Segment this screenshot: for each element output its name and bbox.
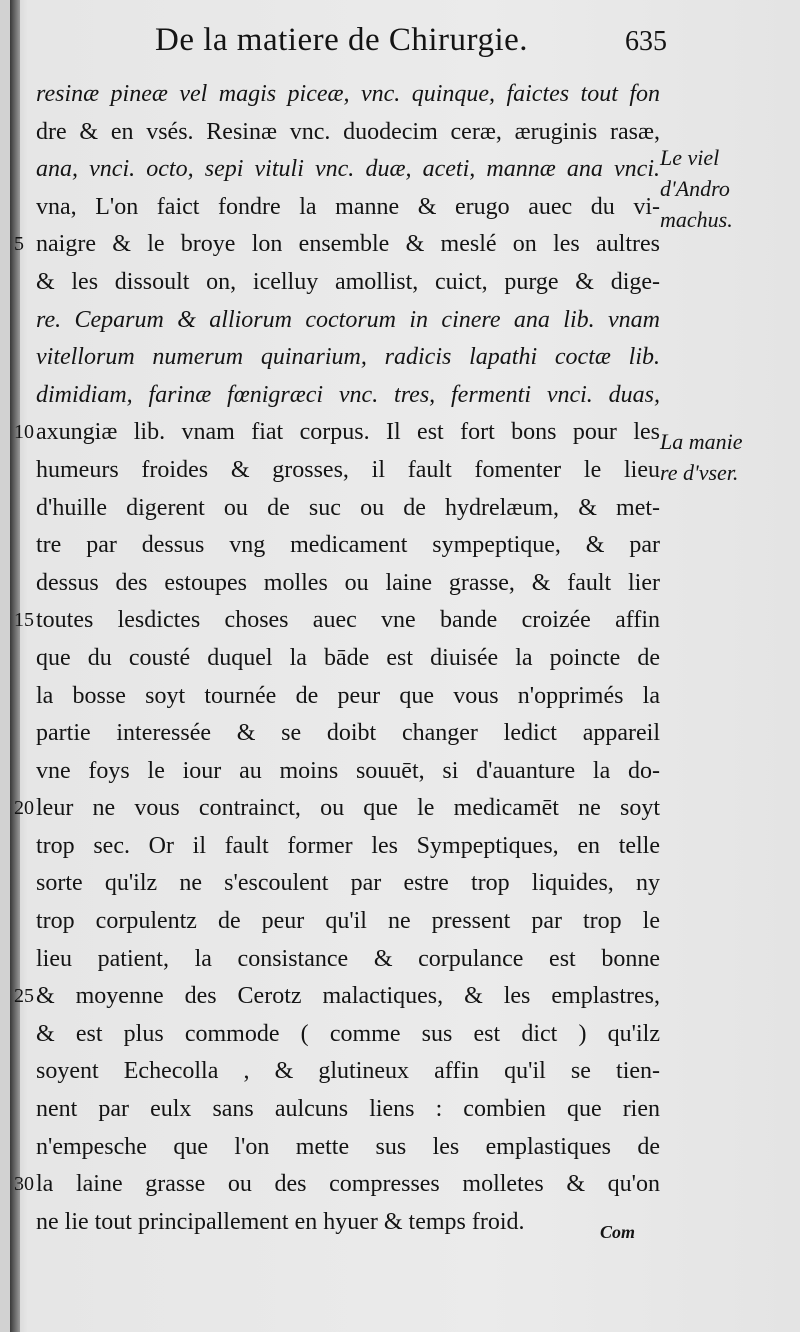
line-number: 10: [14, 421, 34, 444]
margin-note-line: Le viel: [660, 145, 720, 170]
line-text: la bosse soyt tournée de peur que vous n'opprimés la: [36, 682, 660, 709]
line-text: sorte qu'ilz ne s'escoulent par estre trop liquides, ny: [36, 870, 660, 897]
line-text: ne lie tout principallement en hyuer & temps froid.: [36, 1208, 525, 1235]
line-text: trop corpulentz de peur qu'il ne pressent par trop le: [36, 908, 660, 935]
line-text: leur ne vous contrainct, ou que le medicamēt ne soyt: [36, 795, 660, 822]
line-text: dimidiam, farinæ fœnigræci vnc. tres, fermenti vnci. duas,: [36, 381, 660, 408]
line-text: ana, vnci. octo, sepi vituli vnc. duæ, aceti, mannæ ana vnci.: [36, 156, 660, 183]
text-line: [36, 452, 660, 490]
line-text: tre par dessus vng medicament sympeptique, & par: [36, 532, 660, 559]
text-line: [36, 828, 660, 866]
text-line: [36, 941, 660, 979]
line-text: n'empesche que l'on mette sus les emplastiques de: [36, 1133, 660, 1160]
text-line: [36, 189, 660, 227]
text-line: [36, 339, 660, 377]
text-line: [36, 753, 660, 791]
line-text: nent par eulx sans aulcuns liens : combien que rien: [36, 1096, 660, 1123]
page-gutter-shadow: [10, 0, 20, 1332]
catchword: Com: [600, 1222, 636, 1242]
text-line: [36, 1129, 660, 1167]
text-line: [14, 414, 660, 452]
line-text: toutes lesdictes choses auec vne bande croizée affin: [36, 607, 660, 634]
text-line: [36, 76, 660, 114]
margin-note-maniere-user: [660, 426, 795, 488]
line-number: 25: [14, 985, 34, 1008]
line-number: 5: [14, 233, 24, 256]
text-line: [36, 1204, 660, 1242]
line-text: humeurs froides & grosses, il fault fomenter le lieu: [36, 456, 660, 483]
text-line: [36, 903, 660, 941]
text-line: [14, 602, 660, 640]
text-line: [36, 114, 660, 152]
line-text: dre & en vsés. Resinæ vnc. duodecim ceræ, æruginis rasæ,: [36, 118, 660, 145]
margin-note-viel-andromachus: [660, 142, 795, 235]
line-text: vne foys le iour au moins souuēt, si d'auanture la do-: [36, 757, 660, 784]
line-text: resinæ pineæ vel magis piceæ, vnc. quinque, faictes tout fon: [36, 81, 660, 107]
text-line: [36, 1091, 660, 1129]
line-number: 30: [14, 1173, 34, 1196]
line-text: que du cousté duquel la bāde est diuisée la poincte de: [36, 644, 660, 671]
margin-note-line: d'Andro: [660, 176, 730, 201]
text-line: [14, 1166, 660, 1204]
line-text: trop sec. Or il fault former les Sympeptiques, en telle: [36, 832, 660, 859]
text-line: [36, 865, 660, 903]
line-text: partie interessée & se doibt changer ledict appareil: [36, 720, 660, 747]
text-line: [36, 1016, 660, 1054]
text-line: [14, 978, 660, 1016]
text-line: [36, 302, 660, 340]
line-text: dessus des estoupes molles ou laine grasse, & fault lier: [36, 569, 660, 596]
line-text: axungiæ lib. vnam fiat corpus. Il est fort bons pour les: [36, 419, 660, 446]
line-text: & moyenne des Cerotz malactiques, & les emplastres,: [36, 983, 660, 1010]
page-number: 635: [625, 26, 667, 57]
text-line: [36, 640, 660, 678]
main-text-block: [14, 76, 660, 1241]
text-line: [36, 264, 660, 302]
margin-note-line: La manie: [660, 429, 743, 454]
line-text: lieu patient, la consistance & corpulance est bonne: [36, 945, 660, 972]
page-header: [0, 22, 800, 72]
text-line: [36, 527, 660, 565]
line-text: vna, L'on faict fondre la manne & erugo auec du vi-: [36, 193, 660, 220]
running-title: De la matiere de Chirurgie.: [155, 22, 529, 58]
text-line: [36, 151, 660, 189]
text-line: [36, 1053, 660, 1091]
line-text: naigre & le broye lon ensemble & meslé on les aultres: [36, 231, 660, 258]
line-number: 15: [14, 609, 34, 632]
line-text: la laine grasse ou des compresses molletes & qu'on: [36, 1171, 660, 1198]
line-number: 20: [14, 797, 34, 820]
margin-note-line: re d'vser.: [660, 460, 739, 485]
text-line: [36, 565, 660, 603]
line-text: vitellorum numerum quinarium, radicis lapathi coctæ lib.: [36, 344, 660, 371]
text-line: [36, 377, 660, 415]
line-text: soyent Echecolla , & glutineux affin qu'il se tien-: [36, 1058, 660, 1085]
text-line: [14, 790, 660, 828]
text-line: [14, 226, 660, 264]
margin-note-line: machus.: [660, 207, 733, 232]
text-line: [36, 715, 660, 753]
line-text: d'huille digerent ou de suc ou de hydrelæum, & met-: [36, 494, 660, 521]
text-line: [36, 678, 660, 716]
text-line: [36, 490, 660, 528]
line-text: re. Ceparum & alliorum coctorum in cinere ana lib. vnam: [36, 306, 660, 333]
line-text: & les dissoult on, icelluy amollist, cuict, purge & dige-: [36, 268, 660, 295]
line-text: & est plus commode ( comme sus est dict ) qu'ilz: [36, 1020, 660, 1047]
